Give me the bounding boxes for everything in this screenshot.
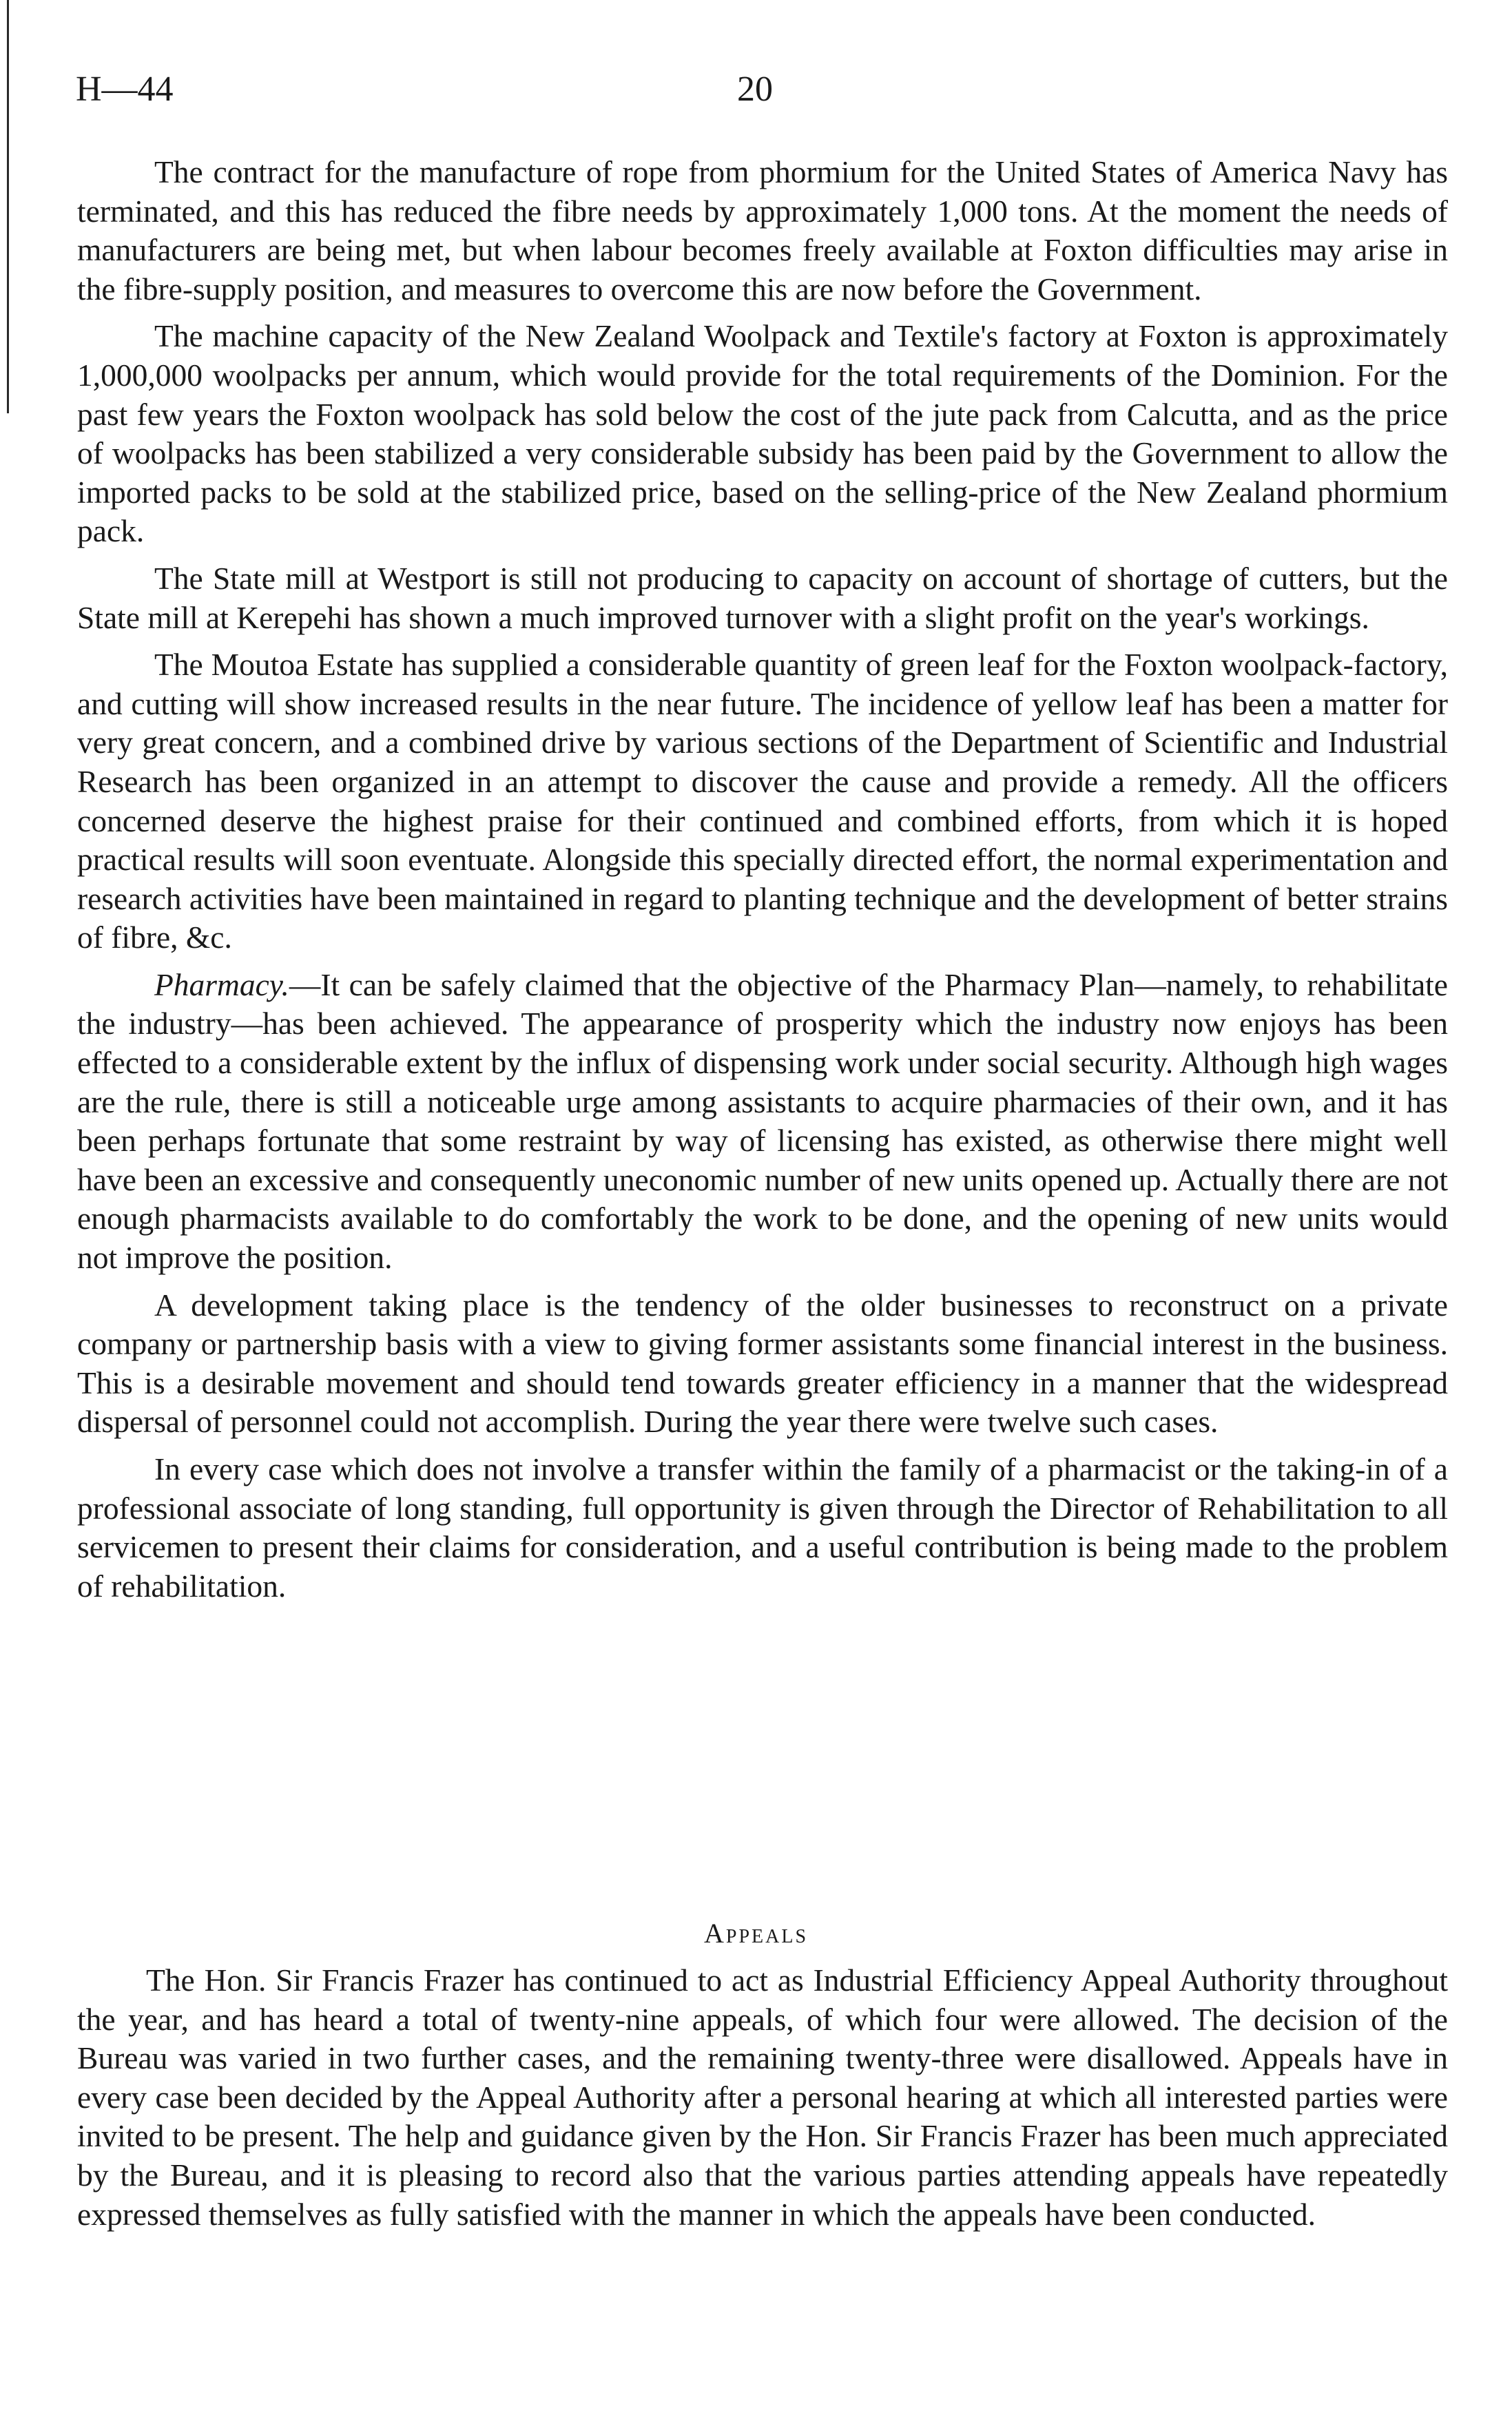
page-number: 20 [737,70,773,109]
margin-rule [7,0,9,413]
paragraph-rope-contract: The contract for the manufacture of rope from phormium for the United States of America Navy has terminated, and this has reduced the fibre needs by approximately 1,000 tons. At the moment the needs of manufacturers are being met, but when labour becomes freely available at Foxton difficulties may arise in the fibre-supply position, and measures to overcome this are now before the Government. [77,154,1448,307]
paragraph-appeals: The Hon. Sir Francis Frazer has continued to act as Industrial Efficiency Appeal Authority throughout the year, and has heard a total of twenty-nine appeals, of which four were allowed. The decision of the Bureau was varied in two further cases, and the remaining twenty-three were disallowed. Appeals have in every case been decided by the Appeal Authority after a personal hearing at which all interested parties were invited to be present. The help and guidance given by the Hon. Sir Francis Frazer has been much appreciated by the Bureau, and it is pleasing to record also that the various parties attending appeals have repeatedly expressed themselves as fully satisfied with the manner in which the appeals have been conducted. [77,1962,1448,2232]
document-reference: H—44 [76,70,174,109]
appeals-heading: Appeals [703,1918,809,1949]
pharmacy-label: Pharmacy. [154,966,289,1002]
paragraph-rehabilitation: In every case which does not involve a transfer within the family of a pharmacist or the taking-in of a professional associate of long standing, full opportunity is given through the Director of Rehabilitation to all servicemen to present their claims for consideration, and a useful contribution is being made to the problem of rehabilitation. [77,1451,1448,1604]
paragraph-pharmacy [77,966,1448,1278]
pharmacy-text: —It can be safely claimed that the objective of the Pharmacy Plan—namely, to rehabilitate the industry—has been achieved. The appearance of prosperity which the industry now enjoys has been effected to a considerable extent by the influx of dispensing work under social security. Although high wages are the rule, there is still a noticeable urge among assistants to acquire pharmacies of their own, and it has been perhaps fortunate that some restraint by way of licensing has existed, as otherwise there might well have been an excessive and consequently uneconomic number of new units opened up. Actually there are not enough pharmacists available to do comfortably the work to be done, and the opening of new units would not improve the position. [77,966,1448,1276]
paragraph-woolpack-factory: The machine capacity of the New Zealand Woolpack and Textile's factory at Foxton is approximately 1,000,000 woolpacks per annum, which would provide for the total requirements of the Dominion. For the past few years the Foxton woolpack has sold below the cost of the jute pack from Calcutta, and as the price of woolpacks has been stabilized a very considerable subsidy has been paid by the Government to allow the imported packs to be sold at the stabilized price, based on the selling-price of the New Zealand phormium pack. [77,318,1448,549]
paragraph-business-reconstruction: A development taking place is the tendency of the older businesses to reconstruct on a private company or partnership basis with a view to giving former assistants some financial interest in the business. This is a desirable movement and should tend towards greater efficiency in a manner that the widespread dispersal of personnel could not accomplish. During the year there were twelve such cases. [77,1287,1448,1440]
appeals-section [77,1961,1448,2234]
paragraph-state-mills: The State mill at Westport is still not producing to capacity on account of shortage of cutters, but the State mill at Kerepehi has shown a much improved turnover with a slight profit on the year's workings. [77,560,1448,635]
body-text [77,153,1448,1614]
paragraph-moutoa-estate: The Moutoa Estate has supplied a considerable quantity of green leaf for the Foxton woolpack-factory, and cutting will show increased results in the near future. The incidence of yellow leaf has been a matter for very great concern, and a combined drive by various sections of the Department of Scientific and Industrial Research has been organized in an attempt to discover the cause and provide a remedy. All the officers concerned deserve the highest praise for their continued and combined efforts, from which it is hoped practical results will soon eventuate. Alongside this specially directed effort, the normal experimentation and research activities have been maintained in regard to planting technique and the development of better strains of fibre, &c. [77,647,1448,955]
page-header [76,69,1453,117]
